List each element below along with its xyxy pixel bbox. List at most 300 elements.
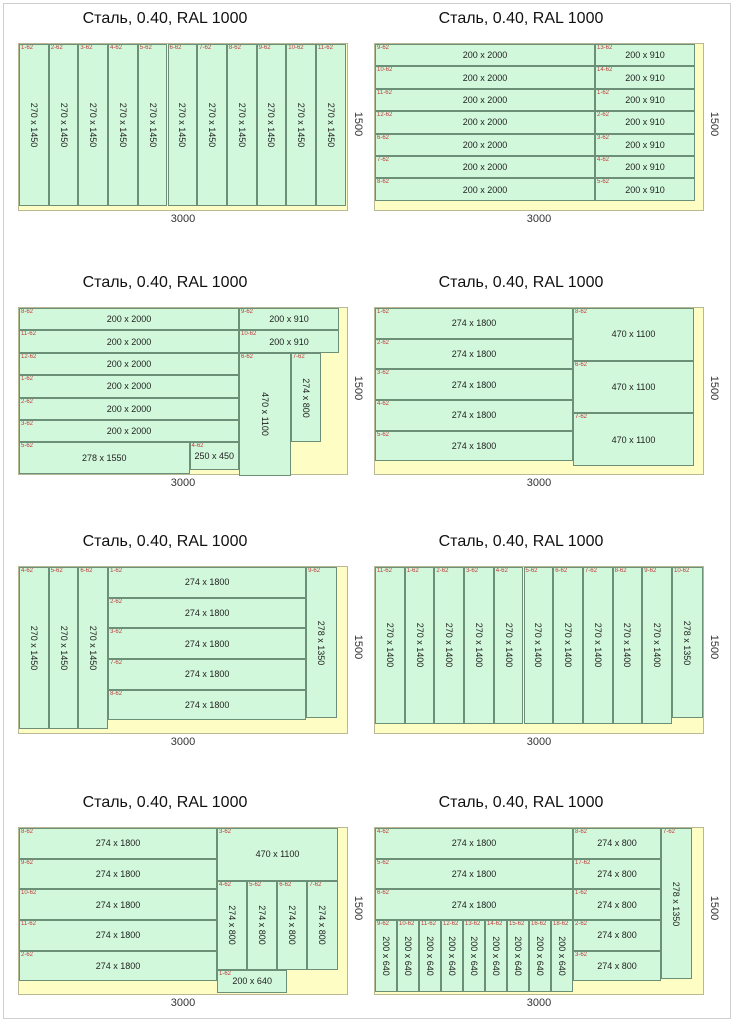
piece-size-label: 200 x 2000 [462,117,508,128]
piece-size-label: 200 x 910 [625,94,665,105]
cut-piece [239,353,291,476]
cut-piece [573,828,661,859]
cut-piece [78,567,108,729]
piece-size-label: 270 x 1400 [414,623,425,668]
piece-id-label: 3-62 [21,421,34,427]
piece-id-label: 4-62 [495,568,508,574]
piece-size-label: 270 x 1450 [88,625,99,671]
piece-id-label: 11-62 [377,568,392,574]
piece-id-label: 8-62 [614,568,627,574]
piece-id-label: 1-62 [21,376,34,383]
cut-piece [375,156,595,178]
cut-piece [375,567,405,724]
piece-size-label: 200 x 640 [232,976,272,987]
cut-piece [239,308,339,330]
piece-id-label: 10-62 [674,568,690,574]
piece-size-label: 274 x 800 [317,905,328,946]
piece-size-label: 274 x 1800 [184,638,230,649]
piece-size-label: 270 x 1400 [444,623,455,668]
piece-size-label: 200 x 640 [381,936,391,976]
sheet-height-label: 1500 [352,111,364,137]
piece-id-label: 11-62 [318,45,333,51]
piece-id-label: 8-62 [110,690,123,697]
cut-piece [108,628,306,659]
piece-size-label: 278 x 1350 [316,620,327,665]
cut-piece [19,889,217,920]
cut-piece [375,400,573,431]
cut-piece [573,920,661,951]
piece-size-label: 270 x 1400 [592,623,603,668]
piece-size-label: 470 x 1100 [259,392,270,437]
piece-id-label: 9-62 [21,859,34,866]
sheet-title: Сталь, 0.40, RAL 1000 [438,274,604,291]
piece-size-label: 270 x 1450 [266,102,277,148]
piece-size-label: 200 x 2000 [462,184,508,195]
piece-id-label: 6-62 [377,134,390,141]
piece-size-label: 270 x 1450 [28,625,39,671]
cut-piece [397,920,419,992]
piece-size-label: 274 x 1800 [184,608,230,619]
cut-piece [375,66,595,88]
cut-piece [375,431,573,462]
piece-size-label: 250 x 450 [194,451,235,462]
piece-id-label: 16-62 [531,921,547,928]
cut-piece [613,567,643,724]
piece-size-label: 200 x 640 [469,936,479,976]
sheet-width-label: 3000 [170,213,196,225]
piece-size-label: 274 x 1800 [95,961,141,972]
piece-id-label: 5-62 [50,568,63,574]
piece-id-label: 12-62 [377,112,393,119]
piece-size-label: 274 x 800 [257,905,268,946]
piece-size-label: 274 x 800 [597,930,637,941]
piece-id-label: 5-62 [597,179,610,186]
cut-piece [227,44,257,206]
piece-id-label: 1-62 [597,89,610,96]
piece-size-label: 274 x 1800 [451,379,497,390]
cut-piece [595,66,695,88]
piece-size-label: 274 x 1800 [451,349,497,360]
sheet-height-label: 1500 [708,375,720,401]
piece-id-label: 3-62 [466,568,479,574]
sheet-width-label: 3000 [526,477,552,489]
cutting-sheet-2 [356,0,720,250]
piece-id-label: 6-62 [575,361,588,368]
piece-id-label: 9-62 [644,568,657,574]
piece-id-label: 9-62 [258,45,271,51]
piece-size-label: 270 x 1450 [236,102,247,148]
piece-size-label: 274 x 1800 [95,869,141,880]
piece-size-label: 200 x 2000 [462,94,508,105]
sheet-width-label: 3000 [526,213,552,225]
piece-size-label: 274 x 1800 [95,899,141,910]
piece-size-label: 270 x 1400 [563,623,574,668]
cut-piece [375,111,595,133]
cut-piece [19,44,49,206]
cut-piece [507,920,529,992]
cut-piece [595,156,695,178]
piece-id-label: 7-62 [199,45,212,51]
piece-size-label: 200 x 2000 [462,50,508,61]
sheet-board [18,827,348,995]
cut-piece [375,859,573,890]
piece-id-label: 8-62 [575,309,588,315]
cut-piece [595,134,695,156]
piece-id-label: 1-62 [575,890,588,897]
piece-id-label: 3-62 [377,370,390,377]
cut-piece [291,353,321,443]
piece-size-label: 270 x 1400 [384,623,395,668]
sheet-board [18,566,348,734]
cut-piece [375,89,595,111]
piece-id-label: 6-62 [80,568,93,574]
cutting-sheet-3 [0,264,364,514]
piece-size-label: 200 x 910 [625,117,665,128]
cut-piece [217,828,338,881]
piece-id-label: 7-62 [663,829,676,835]
piece-id-label: 3-62 [597,134,610,141]
piece-size-label: 200 x 2000 [106,336,152,347]
piece-size-label: 274 x 800 [597,838,637,849]
cut-piece [316,44,346,206]
piece-id-label: 4-62 [377,829,390,835]
cut-piece [19,828,217,859]
cutting-sheet-7 [0,784,364,1034]
cut-piece [108,567,306,598]
piece-id-label: 4-62 [597,157,610,163]
piece-size-label: 270 x 1400 [622,623,633,668]
sheet-board [18,307,348,475]
piece-size-label: 270 x 1450 [325,102,336,148]
cut-piece [524,567,554,724]
piece-size-label: 270 x 1400 [652,623,663,668]
cut-piece [19,330,239,352]
cut-piece [247,881,277,971]
piece-id-label: 13-62 [597,45,613,51]
piece-id-label: 2-62 [377,339,390,346]
piece-id-label: 9-62 [241,309,254,315]
cut-piece [168,44,198,206]
piece-size-label: 274 x 800 [287,905,298,946]
cut-piece [19,308,239,330]
piece-size-label: 470 x 1100 [255,849,300,860]
piece-id-label: 14-62 [597,67,613,74]
piece-id-label: 8-62 [228,45,241,51]
cut-piece [375,308,573,339]
piece-id-label: 6-62 [279,881,292,888]
piece-size-label: 270 x 1450 [88,102,99,148]
piece-id-label: 6-62 [555,568,568,574]
cut-piece [19,951,217,982]
piece-id-label: 7-62 [292,353,305,360]
piece-size-label: 270 x 1400 [473,623,484,668]
piece-id-label: 2-62 [597,112,610,119]
cut-piece [419,920,441,992]
sheet-board [374,307,704,475]
cut-piece [494,567,524,724]
piece-id-label: 10-62 [399,921,415,928]
piece-id-label: 9-62 [308,568,321,574]
sheet-width-label: 3000 [170,736,196,748]
cut-piece [217,970,287,992]
piece-id-label: 7-62 [309,881,322,888]
piece-size-label: 274 x 800 [227,905,238,946]
cut-piece [19,442,190,473]
piece-id-label: 18-62 [553,921,569,928]
piece-id-label: 10-62 [288,45,304,51]
piece-size-label: 200 x 2000 [106,403,152,414]
cut-piece [375,134,595,156]
piece-size-label: 270 x 1450 [296,102,307,148]
piece-size-label: 274 x 1800 [95,930,141,941]
sheet-title: Сталь, 0.40, RAL 1000 [438,10,604,27]
piece-id-label: 4-62 [110,45,123,51]
piece-id-label: 8-62 [575,829,588,835]
cut-piece [19,375,239,397]
piece-id-label: 5-62 [139,45,152,51]
piece-id-label: 5-62 [21,443,34,450]
piece-size-label: 270 x 1450 [147,102,158,148]
piece-size-label: 278 x 1350 [671,881,682,926]
cut-piece [375,369,573,400]
piece-size-label: 200 x 640 [403,936,413,976]
piece-size-label: 270 x 1450 [207,102,218,148]
piece-size-label: 274 x 1800 [184,669,230,680]
piece-size-label: 200 x 910 [269,314,309,325]
piece-size-label: 200 x 640 [491,936,501,976]
piece-id-label: 1-62 [377,309,390,315]
piece-id-label: 2-62 [110,598,123,605]
cut-piece [573,413,694,466]
piece-id-label: 8-62 [377,179,390,186]
cut-piece [405,567,435,724]
piece-size-label: 270 x 1400 [503,623,514,668]
cut-piece [553,567,583,724]
piece-id-label: 3-62 [80,45,93,51]
piece-size-label: 270 x 1450 [58,625,69,671]
piece-id-label: 2-62 [21,398,34,405]
cut-piece [375,828,573,859]
piece-size-label: 270 x 1450 [28,102,39,148]
cut-piece [190,442,240,470]
piece-size-label: 270 x 1450 [58,102,69,148]
cut-piece [277,881,307,971]
piece-id-label: 12-62 [443,921,459,928]
sheet-width-label: 3000 [170,997,196,1009]
piece-size-label: 200 x 640 [513,936,523,976]
piece-id-label: 11-62 [421,921,436,928]
piece-size-label: 200 x 2000 [106,426,152,437]
piece-size-label: 274 x 1800 [451,410,497,421]
cut-piece [434,567,464,724]
piece-size-label: 274 x 1800 [451,838,497,849]
piece-id-label: 6-62 [377,890,390,897]
cutting-sheet-6 [356,523,720,773]
cut-piece [573,889,661,920]
sheet-title: Сталь, 0.40, RAL 1000 [438,533,604,550]
piece-id-label: 12-62 [21,353,37,360]
piece-size-label: 200 x 2000 [462,162,508,173]
sheet-board [374,566,704,734]
piece-id-label: 9-62 [377,45,390,51]
piece-size-label: 274 x 800 [597,961,637,972]
piece-id-label: 10-62 [377,67,393,74]
piece-id-label: 11-62 [21,331,36,338]
piece-id-label: 10-62 [241,331,257,338]
sheet-board [18,43,348,211]
cut-piece [375,44,595,66]
cut-piece [19,420,239,442]
cut-piece [108,598,306,629]
piece-size-label: 274 x 800 [597,869,637,880]
piece-size-label: 200 x 910 [625,72,665,83]
cut-piece [257,44,287,206]
piece-id-label: 11-62 [21,921,36,928]
piece-id-label: 6-62 [169,45,182,51]
cut-piece [19,859,217,890]
piece-id-label: 8-62 [21,829,34,835]
cut-piece [19,567,49,729]
piece-size-label: 200 x 910 [625,184,665,195]
piece-id-label: 6-62 [241,353,254,360]
piece-size-label: 200 x 2000 [106,381,152,392]
cut-piece [573,361,694,414]
piece-size-label: 470 x 1100 [611,381,656,392]
piece-size-label: 200 x 2000 [462,72,508,83]
piece-size-label: 470 x 1100 [611,434,656,445]
sheet-width-label: 3000 [170,477,196,489]
cut-piece [49,567,79,729]
sheet-title: Сталь, 0.40, RAL 1000 [82,794,248,811]
cut-piece [463,920,485,992]
cut-piece [573,859,661,890]
cut-piece [108,659,306,690]
cut-piece [375,339,573,370]
piece-size-label: 200 x 2000 [106,358,152,369]
piece-id-label: 13-62 [465,921,481,928]
sheet-width-label: 3000 [526,997,552,1009]
piece-id-label: 1-62 [21,45,34,51]
cut-piece [583,567,613,724]
cut-piece [595,178,695,200]
piece-size-label: 200 x 910 [625,139,665,150]
cut-piece [642,567,672,724]
sheet-height-label: 1500 [708,895,720,921]
piece-size-label: 270 x 1400 [533,623,544,668]
piece-size-label: 274 x 800 [300,377,311,418]
sheet-width-label: 3000 [526,736,552,748]
piece-id-label: 10-62 [21,890,37,897]
cut-piece [661,828,692,979]
cut-piece [573,308,694,361]
cut-piece [108,690,306,721]
sheet-height-label: 1500 [708,634,720,660]
cut-piece [19,398,239,420]
piece-size-label: 274 x 1800 [184,577,230,588]
sheet-title: Сталь, 0.40, RAL 1000 [82,10,248,27]
piece-size-label: 270 x 1450 [177,102,188,148]
piece-id-label: 1-62 [219,971,232,978]
piece-id-label: 7-62 [575,414,588,421]
piece-id-label: 4-62 [377,401,390,408]
piece-size-label: 278 x 1550 [81,452,127,463]
sheet-height-label: 1500 [708,111,720,137]
sheet-height-label: 1500 [352,634,364,660]
cut-piece [138,44,168,206]
piece-size-label: 200 x 640 [447,936,457,976]
piece-id-label: 3-62 [219,829,232,835]
piece-id-label: 5-62 [249,881,262,888]
cut-piece [672,567,703,718]
cutting-sheet-1 [0,0,364,250]
cut-piece [375,178,595,200]
piece-id-label: 1-62 [110,568,123,574]
piece-id-label: 14-62 [487,921,503,928]
cut-piece [19,353,239,375]
piece-id-label: 5-62 [377,431,390,438]
cut-piece [78,44,108,206]
cut-piece [595,89,695,111]
sheet-board [374,43,704,211]
piece-size-label: 200 x 910 [625,162,665,173]
sheet-height-label: 1500 [352,375,364,401]
cut-piece [485,920,507,992]
cutting-sheet-5 [0,523,364,773]
cut-piece [239,330,339,352]
piece-id-label: 9-62 [377,921,390,928]
cut-piece [595,111,695,133]
cut-piece [108,44,138,206]
cut-piece [286,44,316,206]
piece-size-label: 200 x 2000 [106,314,152,325]
piece-id-label: 4-62 [219,881,232,888]
piece-size-label: 274 x 1800 [95,838,141,849]
piece-size-label: 470 x 1100 [611,329,656,340]
piece-id-label: 17-62 [575,859,591,866]
cut-piece [49,44,79,206]
piece-id-label: 11-62 [377,89,392,96]
piece-size-label: 274 x 800 [597,899,637,910]
piece-id-label: 5-62 [377,859,390,866]
piece-size-label: 200 x 640 [557,936,567,976]
piece-size-label: 274 x 1800 [451,869,497,880]
piece-id-label: 15-62 [509,921,525,928]
cut-piece [595,44,695,66]
piece-id-label: 1-62 [406,568,419,574]
cutting-sheet-4 [356,264,720,514]
piece-size-label: 278 x 1350 [682,620,693,665]
piece-size-label: 274 x 1800 [451,899,497,910]
piece-size-label: 274 x 1800 [184,700,230,711]
sheet-title: Сталь, 0.40, RAL 1000 [82,274,248,291]
cut-piece [375,920,397,992]
cut-piece [306,567,337,718]
cutting-sheet-8 [356,784,720,1034]
sheet-title: Сталь, 0.40, RAL 1000 [438,794,604,811]
cut-piece [441,920,463,992]
piece-id-label: 7-62 [110,660,123,667]
piece-size-label: 200 x 910 [625,50,665,61]
piece-size-label: 274 x 1800 [451,441,497,452]
piece-size-label: 200 x 910 [269,336,309,347]
cut-piece [19,920,217,951]
piece-id-label: 3-62 [110,629,123,636]
piece-id-label: 7-62 [584,568,597,574]
cut-piece [307,881,337,971]
cut-piece [464,567,494,724]
cut-piece [573,951,661,982]
piece-id-label: 8-62 [21,309,34,315]
